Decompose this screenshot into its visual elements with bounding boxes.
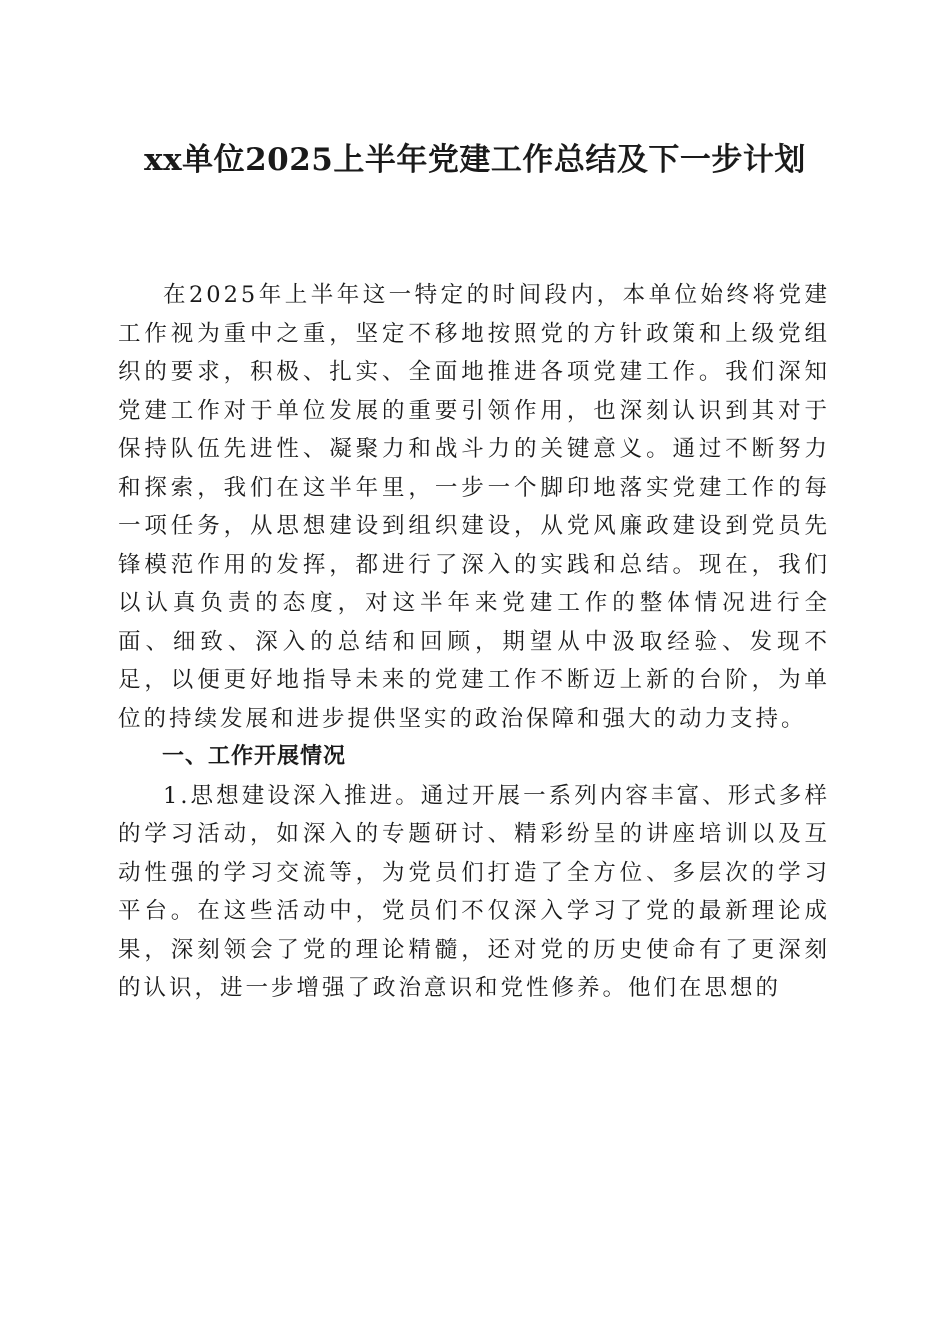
- section-heading: 一、工作开展情况: [162, 744, 347, 769]
- document-title: xx单位2025上半年党建工作总结及下一步计划: [144, 142, 806, 178]
- section-paragraph: 1.思想建设深入推进。通过开展一系列内容丰富、形式多样的学习活动，如深入的专题研讨、精彩纷呈的讲座培训以及互动性强的学习交流等，为党员们打造了全方位、多层次的学习平台。在这些活动中，党员们不仅深入学习了党的最新理论成果，深刻领会了党的理论精髓，还对党的历史使命有了更深刻的认识，进一步增强了政治意识和党性修养。他们在思想的: [118, 782, 830, 1001]
- intro-paragraph: 在2025年上半年这一特定的时间段内，本单位始终将党建工作视为重中之重，坚定不移地按照党的方针政策和上级党组织的要求，积极、扎实、全面地推进各项党建工作。我们深知党建工作对于单位发展的重要引领作用，也深刻认识到其对于保持队伍先进性、凝聚力和战斗力的关键意义。通过不断努力和探索，我们在这半年里，一步一个脚印地落实党建工作的每一项任务，从思想建设到组织建设，从党风廉政建设到党员先锋模范作用的发挥，都进行了深入的实践和总结。现在，我们以认真负责的态度，对这半年来党建工作的整体情况进行全面、细致、深入的总结和回顾，期望从中汲取经验、发现不足，以便更好地指导未来的党建工作不断迈上新的台阶，为单位的持续发展和进步提供坚实的政治保障和强大的动力支持。: [118, 282, 830, 732]
- document-body: [118, 276, 830, 1008]
